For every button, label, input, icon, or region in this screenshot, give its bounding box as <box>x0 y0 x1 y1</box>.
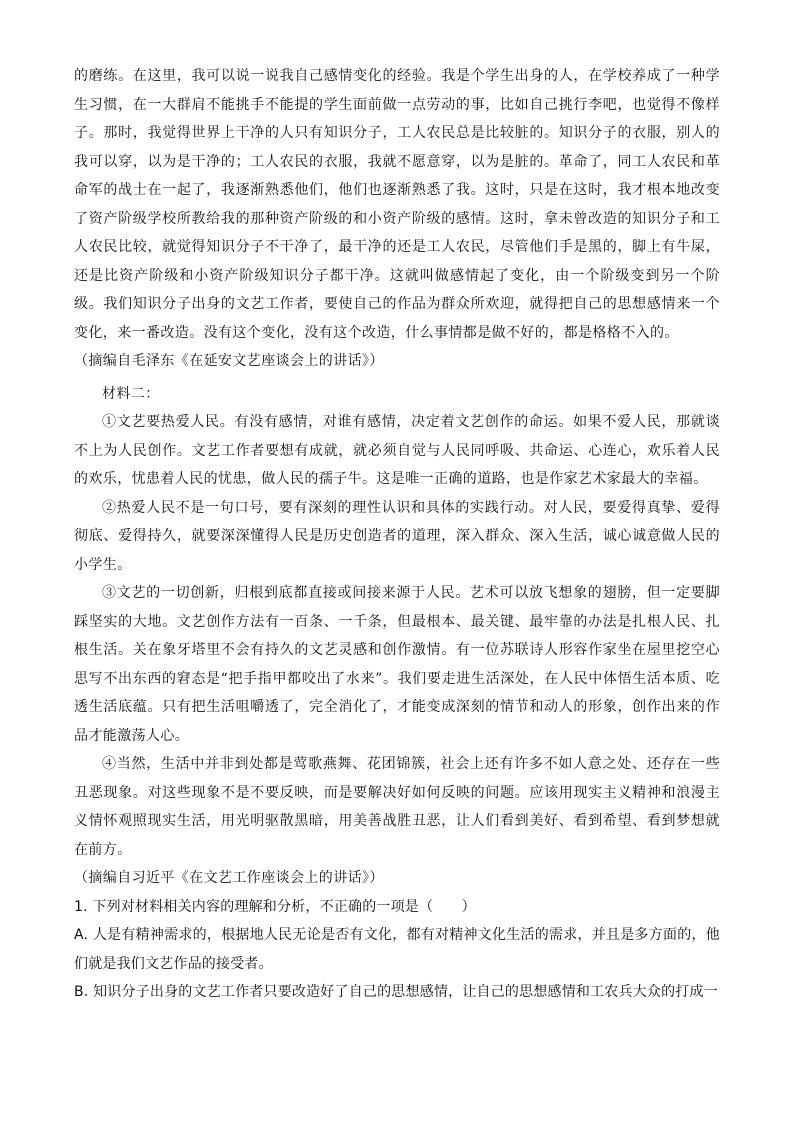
material-one <box>74 62 720 376</box>
material-two-paragraph-1: ①文艺要热爱人民。有没有感情，对谁有感情，决定着文艺创作的命运。如果不爱人民，那就谈不上为人民创作。文艺工作者要想有成就，就必须自觉与人民同呼吸、共命运、心连心，欢乐着人民的欢乐，忧患着人民的忧患，做人民的孺子牛。这是唯一正确的道路，也是作家艺术家最大的幸福。 <box>74 414 720 487</box>
option-a: A. 人是有精神需求的，根据地人民无论是否有文化，都有对精神文化生活的需求，并且是多方面的，他们就是我们文艺作品的接受者。 <box>74 927 720 972</box>
material-one-paragraph: 的磨练。在这里，我可以说一说我自己感情变化的经验。我是个学生出身的人，在学校养成了一种学生习惯，在一大群肩不能挑手不能提的学生面前做一点劳动的事，比如自己挑行李吧，也觉得不像样子。那时，我觉得世界上干净的人只有知识分子，工人农民总是比较脏的。知识分子的衣服，别人的我可以穿，以为是干净的；工人农民的衣服，我就不愿意穿，以为是脏的。革命了，同工人农民和革命军的战士在一起了，我逐渐熟悉他们，他们也逐渐熟悉了我。这时，只是在这时，我才根本地改变了资产阶级学校所教给我的那种资产阶级的和小资产阶级的感情。这时，拿未曾改造的知识分子和工人农民比较，就觉得知识分子不干净了，最干净的还是工人农民，尽管他们手是黑的，脚上有牛屎，还是比资产阶级和小资产阶级知识分子都干净。这就叫做感情起了变化，由一个阶级变到另一个阶级。我们知识分子出身的文艺工作者，要使自己的作品为群众所欢迎，就得把自己的思想感情来一个变化，来一番改造。没有这个变化，没有这个改造，什么事情都是做不好的，都是格格不入的。 <box>74 68 720 341</box>
material-two-label: 材料二： <box>102 385 160 402</box>
material-two-paragraph-3: ③文艺的一切创新，归根到底都直接或间接来源于人民。艺术可以放飞想象的翅膀，但一定要脚踩坚实的大地。文艺创作方法有一百条、一千条，但最根本、最关键、最牢靠的办法是扎根人民、扎根生活。关在象牙塔里不会有持久的文艺灵感和创作激情。有一位苏联诗人形容作家坐在屋里挖空心思写不出东西的窘态是“把手指甲都咬出了水来”。我们要走进生活深处，在人民中体悟生活本质、吃透生活底蕴。只有把生活咀嚼透了，完全消化了，才能变成深刻的情节和动人的形象，创作出来的作品才能激荡人心。 <box>74 585 720 744</box>
question-one <box>74 893 720 1007</box>
material-two <box>74 380 720 893</box>
document-page <box>74 62 720 1007</box>
material-one-source: （摘编自毛泽东《在延安文艺座谈会上的讲话》） <box>74 353 384 369</box>
question-stem: 1. 下列对材料相关内容的理解和分析，不正确的一项是（ ） <box>74 898 476 915</box>
material-two-paragraph-2: ②热爱人民不是一句口号，要有深刻的理性认识和具体的实践行动。对人民，要爱得真挚、爱得彻底、爱得持久，就要深深懂得人民是历史创造者的道理，深入群众、深入生活，诚心诚意做人民的小学生。 <box>74 499 720 573</box>
option-b: B. 知识分子出身的文艺工作者只要改造好了自己的思想感情，让自己的思想感情和工农兵大众的打成一 <box>74 984 718 1000</box>
material-two-paragraph-4: ④当然，生活中并非到处都是莺歌燕舞、花团锦簇，社会上还有许多不如人意之处、还存在一些丑恶现象。对这些现象不是不要反映，而是要解决好如何反映的问题。应该用现实主义精神和浪漫主义情怀观照现实生活，用光明驱散黑暗，用美善战胜丑恶，让人们看到美好、看到希望、看到梦想就在前方。 <box>74 756 720 858</box>
material-two-source: （摘编自习近平《在文艺工作座谈会上的讲话》） <box>74 870 384 886</box>
